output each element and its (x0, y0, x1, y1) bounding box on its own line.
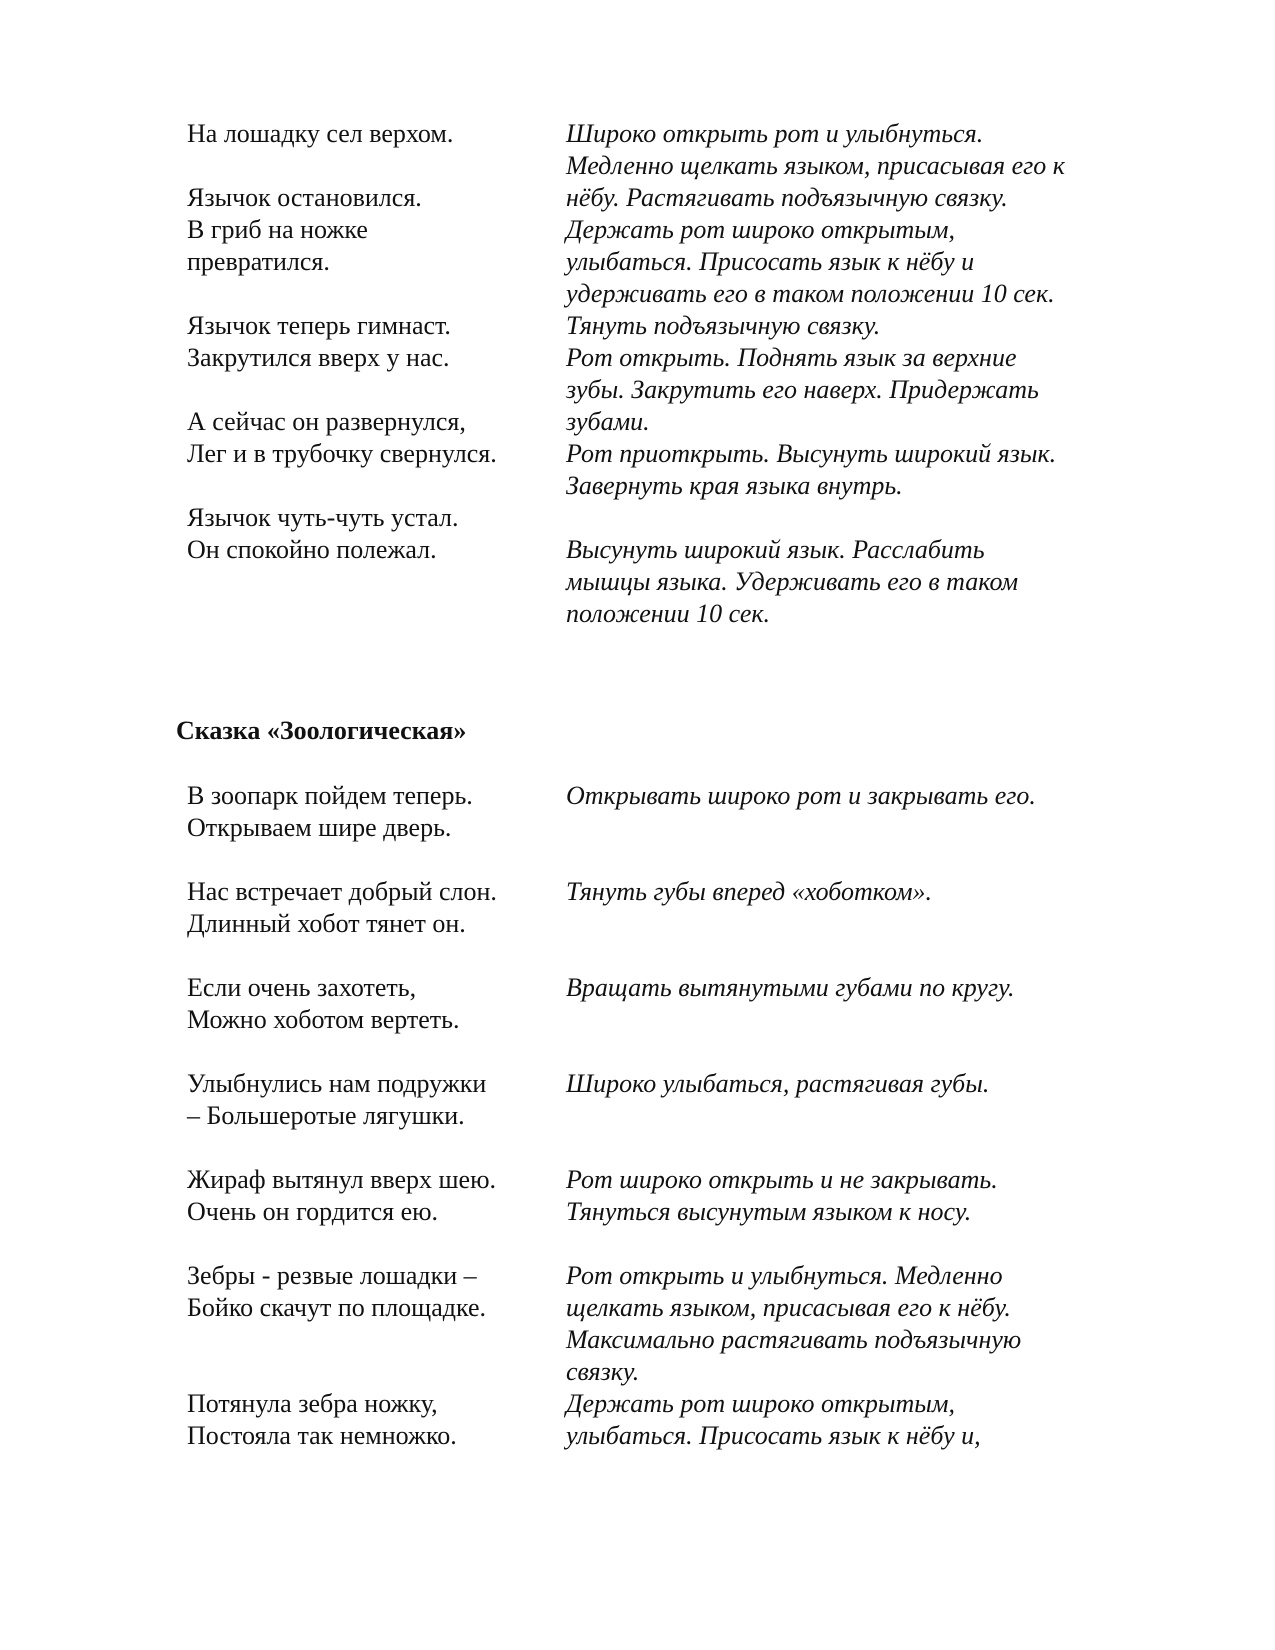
instruction-line: Максимально растягивать подъязычную (566, 1325, 1022, 1354)
verse-line: Очень он гордится ею. (187, 1197, 439, 1226)
verse-line: – Большеротые лягушки. (187, 1101, 465, 1130)
instruction-line: улыбаться. Присосать язык к нёбу и, (566, 1421, 981, 1450)
verse-line: Жираф вытянул вверх шею. (187, 1165, 496, 1194)
verse-line: Потянула зебра ножку, (187, 1389, 438, 1418)
instruction-line: Рот открыть. Поднять язык за верхние (566, 343, 1017, 372)
instruction-line: зубы. Закрутить его наверх. Придержать (566, 375, 1039, 404)
instruction-line: Медленно щелкать языком, присасывая его к (566, 151, 1065, 180)
instruction-line: Держать рот широко открытым, (566, 215, 955, 244)
verse-line: А сейчас он развернулся, (187, 407, 466, 436)
verse-line: Язычок теперь гимнаст. (187, 311, 451, 340)
verse-line: Бойко скачут по площадке. (187, 1293, 486, 1322)
instruction-line: улыбаться. Присосать язык к нёбу и (566, 247, 975, 276)
verse-line: Длинный хобот тянет он. (187, 909, 466, 938)
instruction-line: Высунуть широкий язык. Расслабить (566, 535, 985, 564)
instruction-line: Широко открыть рот и улыбнуться. (566, 119, 984, 148)
instruction-line: нёбу. Растягивать подъязычную связку. (566, 183, 1008, 212)
verse-line: Если очень захотеть, (187, 973, 417, 1002)
verse-line: Постояла так немножко. (187, 1421, 457, 1450)
verse-line: Закрутился вверх у нас. (187, 343, 450, 372)
verse-line: Он спокойно полежал. (187, 535, 437, 564)
section-title: Сказка «Зоологическая» (176, 716, 467, 745)
verse-line: В гриб на ножке (187, 215, 368, 244)
verse-line: Язычок чуть-чуть устал. (187, 503, 459, 532)
verse-line: Можно хоботом вертеть. (187, 1005, 460, 1034)
verse-line: На лошадку сел верхом. (187, 119, 454, 148)
instruction-line: Вращать вытянутыми губами по кругу. (566, 973, 1015, 1002)
instruction-line: зубами. (566, 407, 650, 436)
verse-line: Зебры - резвые лошадки – (187, 1261, 477, 1290)
instruction-line: положении 10 сек. (566, 599, 771, 628)
verse-line: Лег и в трубочку свернулся. (187, 439, 497, 468)
instruction-line: Рот открыть и улыбнуться. Медленно (566, 1261, 1003, 1290)
instruction-line: удерживать его в таком положении 10 сек. (566, 279, 1055, 308)
verse-line: Открываем шире дверь. (187, 813, 452, 842)
verse-line: Язычок остановился. (187, 183, 422, 212)
instruction-line: Рот приоткрыть. Высунуть широкий язык. (566, 439, 1057, 468)
verse-line: Нас встречает добрый слон. (187, 877, 497, 906)
instruction-line: связку. (566, 1357, 640, 1386)
verse-line: Улыбнулись нам подружки (187, 1069, 487, 1098)
instruction-line: Держать рот широко открытым, (566, 1389, 955, 1418)
instruction-line: щелкать языком, присасывая его к нёбу. (566, 1293, 1011, 1322)
instruction-line: Рот широко открыть и не закрывать. (566, 1165, 998, 1194)
instruction-line: Тянуть губы вперед «хоботком». (566, 877, 933, 906)
instruction-line: Завернуть края языка внутрь. (566, 471, 903, 500)
instruction-line: мышцы языка. Удерживать его в таком (566, 567, 1019, 596)
verse-line: В зоопарк пойдем теперь. (187, 781, 473, 810)
verse-line: превратился. (187, 247, 330, 276)
instruction-line: Широко улыбаться, растягивая губы. (566, 1069, 990, 1098)
instruction-line: Тянуться высунутым языком к носу. (566, 1197, 972, 1226)
instruction-line: Открывать широко рот и закрывать его. (566, 781, 1036, 810)
instruction-line: Тянуть подъязычную связку. (566, 311, 881, 340)
